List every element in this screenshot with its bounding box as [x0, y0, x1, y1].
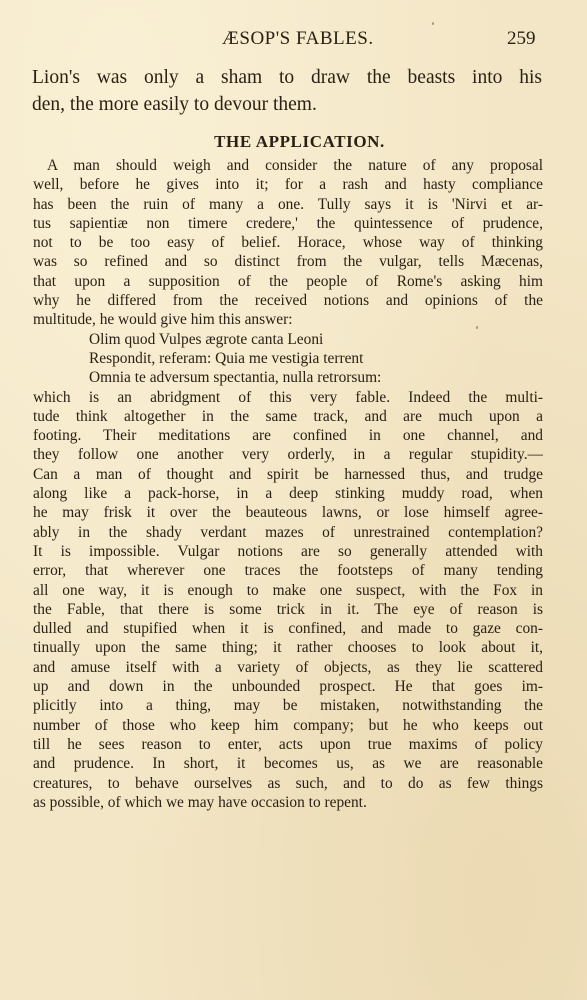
text-line: tus sapientiæ non timere credere,' the quintessence of prudence,	[33, 214, 543, 232]
section-heading: THE APPLICATION.	[214, 132, 385, 151]
text-line: along like a pack-horse, in a deep stinking muddy road, when	[33, 485, 543, 503]
text-line: creatures, to behave ourselves as such, and to do as few things	[33, 774, 543, 792]
text-line: multitude, he would give him this answer:	[33, 311, 293, 329]
text-line: footing. Their meditations are confined in one channel, and	[33, 427, 543, 445]
verse-line: Olim quod Vulpes ægrote canta Leoni	[89, 330, 324, 348]
running-title: ÆSOP'S FABLES.	[222, 28, 374, 49]
paper-speck	[476, 326, 478, 329]
verse-line: Respondit, referam: Quia me vestigia terrent	[89, 349, 364, 367]
text-line: the Fable, that there is some trick in it. The eye of reason is	[33, 600, 543, 618]
text-line: A man should weigh and consider the nature of any proposal	[47, 157, 543, 174]
text-line: all one way, it is enough to make one suspect, with the Fox in	[33, 581, 543, 599]
text-line: ably in the shady verdant mazes of unrestrained contemplation?	[33, 523, 543, 541]
running-head	[0, 28, 587, 52]
text-line: and amuse itself with a variety of objects, as they lie scattered	[33, 658, 543, 676]
text-line: why he differed from the received notions and opinions of the	[33, 292, 543, 310]
text-line: plicitly into a thing, may be mistaken, notwithstanding the	[33, 697, 543, 715]
text-line: tinually upon the same thing; it rather chooses to look about it,	[33, 639, 543, 657]
text-line: till he sees reason to enter, acts upon true maxims of policy	[33, 735, 543, 753]
text-line: was so refined and so distinct from the vulgar, tells Mæcenas,	[33, 253, 543, 271]
application-text	[33, 156, 543, 812]
text-line: not to be too easy of belief. Horace, whose way of thinking	[33, 234, 543, 252]
text-line: as possible, of which we may have occasion to repent.	[33, 793, 367, 811]
text-line: Can a man of thought and spirit be harnessed thus, and trudge	[33, 465, 543, 483]
text-line: up and down in the unbounded prospect. He that goes im-	[33, 678, 543, 696]
text-line: error, that wherever one traces the footsteps of many tending	[33, 562, 543, 580]
verse-line: Omnia te adversum spectantia, nulla retrorsum:	[89, 369, 382, 387]
text-line: well, before he gives into it; for a rash and hasty compliance	[33, 176, 543, 194]
lead-line: Lion's was only a sham to draw the beasts into his	[32, 67, 542, 88]
text-line: tude think altogether in the same track, and are much upon a	[33, 407, 543, 425]
text-line: number of those who keep him company; but he who keeps out	[33, 716, 543, 734]
paper-speck	[432, 22, 434, 25]
text-line: and prudence. In short, it becomes us, as we are reasonable	[33, 755, 543, 773]
text-line: It is impossible. Vulgar notions are so generally attended with	[33, 542, 543, 560]
lead-paragraph	[32, 64, 542, 118]
text-line: he may frisk it over the beauteous lawns, or lose himself agree-	[33, 504, 543, 522]
text-line: they follow one another very orderly, in a regular stupidity.—	[33, 446, 543, 464]
text-line: dulled and stupified when it is confined, and made to gaze con-	[33, 620, 543, 638]
text-line: has been the ruin of many a one. Tully says it is 'Nirvi et ar-	[33, 195, 543, 213]
text-line: that upon a supposition of the people of Rome's asking him	[33, 272, 543, 290]
latin-verse	[33, 330, 543, 388]
paragraph-1	[33, 156, 543, 330]
text-line: which is an abridgment of this very fable. Indeed the multi-	[33, 388, 543, 406]
lead-line: den, the more easily to devour them.	[32, 94, 317, 115]
paragraph-2	[33, 388, 543, 813]
page-number: 259	[507, 28, 536, 49]
